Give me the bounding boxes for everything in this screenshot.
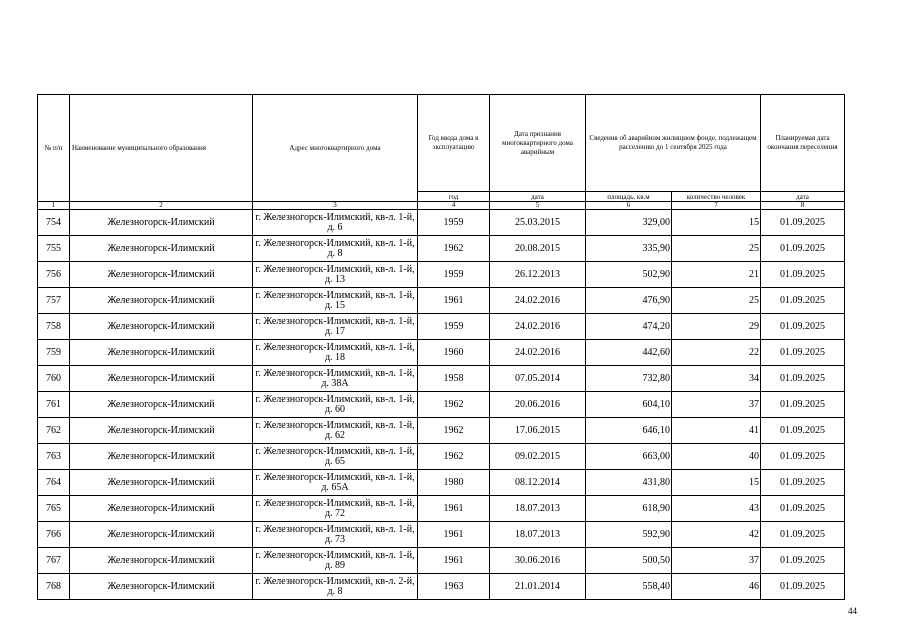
cell-num: 761 [38, 392, 70, 418]
cell-plan-date: 01.09.2025 [761, 522, 845, 548]
table-row [38, 522, 845, 548]
cell-address: г. Железногорск-Илимский, кв-л. 1-й, д. 18 [253, 340, 418, 366]
table-row [38, 210, 845, 236]
unit-plan-date: дата [761, 192, 845, 202]
cell-date: 26.12.2013 [490, 262, 586, 288]
col-number: 1 [38, 202, 70, 210]
cell-people: 40 [672, 444, 761, 470]
cell-municipality: Железногорск-Илимский [70, 470, 253, 496]
table-row [38, 444, 845, 470]
cell-year: 1962 [418, 392, 490, 418]
cell-date: 18.07.2013 [490, 522, 586, 548]
page-number: 44 [848, 606, 857, 616]
table-row [38, 548, 845, 574]
cell-address: г. Железногорск-Илимский, кв-л. 2-й, д. 8 [253, 574, 418, 600]
table-row [38, 574, 845, 600]
cell-year: 1962 [418, 236, 490, 262]
header-year-built: Год ввода дома в эксплуатацию [418, 95, 490, 192]
cell-people: 43 [672, 496, 761, 522]
cell-area: 335,90 [586, 236, 672, 262]
cell-num: 765 [38, 496, 70, 522]
table-row [38, 340, 845, 366]
cell-plan-date: 01.09.2025 [761, 288, 845, 314]
cell-area: 604,10 [586, 392, 672, 418]
cell-area: 476,90 [586, 288, 672, 314]
cell-plan-date: 01.09.2025 [761, 236, 845, 262]
cell-area: 618,90 [586, 496, 672, 522]
col-number: 8 [761, 202, 845, 210]
cell-num: 755 [38, 236, 70, 262]
cell-area: 500,50 [586, 548, 672, 574]
cell-date: 30.06.2016 [490, 548, 586, 574]
cell-people: 37 [672, 548, 761, 574]
cell-date: 20.08.2015 [490, 236, 586, 262]
cell-municipality: Железногорск-Илимский [70, 288, 253, 314]
cell-num: 758 [38, 314, 70, 340]
unit-area: площадь, кв.м [586, 192, 672, 202]
cell-people: 34 [672, 366, 761, 392]
cell-address: г. Железногорск-Илимский, кв-л. 1-й, д. 60 [253, 392, 418, 418]
column-number-row [38, 202, 845, 210]
cell-area: 592,90 [586, 522, 672, 548]
cell-plan-date: 01.09.2025 [761, 574, 845, 600]
cell-people: 21 [672, 262, 761, 288]
cell-num: 764 [38, 470, 70, 496]
cell-people: 15 [672, 470, 761, 496]
cell-num: 759 [38, 340, 70, 366]
cell-area: 646,10 [586, 418, 672, 444]
cell-year: 1980 [418, 470, 490, 496]
cell-plan-date: 01.09.2025 [761, 210, 845, 236]
cell-address: г. Железногорск-Илимский, кв-л. 1-й, д. 72 [253, 496, 418, 522]
cell-plan-date: 01.09.2025 [761, 548, 845, 574]
col-number: 4 [418, 202, 490, 210]
cell-date: 21.01.2014 [490, 574, 586, 600]
cell-people: 29 [672, 314, 761, 340]
cell-num: 768 [38, 574, 70, 600]
cell-area: 663,00 [586, 444, 672, 470]
cell-address: г. Железногорск-Илимский, кв-л. 1-й, д. 17 [253, 314, 418, 340]
col-number: 3 [253, 202, 418, 210]
cell-year: 1963 [418, 574, 490, 600]
header-planned-end: Планируемая дата окончания переселения [761, 95, 845, 192]
col-number: 6 [586, 202, 672, 210]
relocation-table [37, 94, 845, 600]
cell-address: г. Железногорск-Илимский, кв-л. 1-й, д. 65 [253, 444, 418, 470]
cell-plan-date: 01.09.2025 [761, 444, 845, 470]
cell-municipality: Железногорск-Илимский [70, 340, 253, 366]
cell-municipality: Железногорск-Илимский [70, 496, 253, 522]
cell-year: 1959 [418, 314, 490, 340]
cell-year: 1958 [418, 366, 490, 392]
cell-people: 22 [672, 340, 761, 366]
cell-area: 431,80 [586, 470, 672, 496]
cell-municipality: Железногорск-Илимский [70, 574, 253, 600]
cell-year: 1962 [418, 444, 490, 470]
cell-date: 08.12.2014 [490, 470, 586, 496]
table-row [38, 288, 845, 314]
cell-year: 1961 [418, 496, 490, 522]
table-row [38, 496, 845, 522]
table-row [38, 314, 845, 340]
col-number: 5 [490, 202, 586, 210]
cell-num: 756 [38, 262, 70, 288]
cell-plan-date: 01.09.2025 [761, 314, 845, 340]
cell-address: г. Железногорск-Илимский, кв-л. 1-й, д. 65А [253, 470, 418, 496]
cell-municipality: Железногорск-Илимский [70, 366, 253, 392]
cell-plan-date: 01.09.2025 [761, 392, 845, 418]
cell-people: 41 [672, 418, 761, 444]
cell-municipality: Железногорск-Илимский [70, 314, 253, 340]
table-row [38, 262, 845, 288]
cell-date: 07.05.2014 [490, 366, 586, 392]
cell-date: 25.03.2015 [490, 210, 586, 236]
cell-plan-date: 01.09.2025 [761, 470, 845, 496]
cell-year: 1961 [418, 522, 490, 548]
cell-area: 442,60 [586, 340, 672, 366]
cell-address: г. Железногорск-Илимский, кв-л. 1-й, д. 73 [253, 522, 418, 548]
cell-address: г. Железногорск-Илимский, кв-л. 1-й, д. 89 [253, 548, 418, 574]
cell-year: 1961 [418, 548, 490, 574]
cell-municipality: Железногорск-Илимский [70, 548, 253, 574]
cell-num: 767 [38, 548, 70, 574]
header-date-recognized: Дата признания многоквартирного дома аварийным [490, 95, 586, 192]
table-row [38, 470, 845, 496]
cell-year: 1961 [418, 288, 490, 314]
header-num: № п/п [38, 95, 70, 202]
unit-people: количество человек [672, 192, 761, 202]
cell-date: 20.06.2016 [490, 392, 586, 418]
cell-people: 15 [672, 210, 761, 236]
cell-address: г. Железногорск-Илимский, кв-л. 1-й, д. 6 [253, 210, 418, 236]
cell-num: 754 [38, 210, 70, 236]
cell-municipality: Железногорск-Илимский [70, 210, 253, 236]
cell-municipality: Железногорск-Илимский [70, 392, 253, 418]
header-address: Адрес многоквартирного дома [253, 95, 418, 202]
cell-year: 1960 [418, 340, 490, 366]
cell-num: 757 [38, 288, 70, 314]
cell-date: 09.02.2015 [490, 444, 586, 470]
cell-plan-date: 01.09.2025 [761, 366, 845, 392]
cell-municipality: Железногорск-Илимский [70, 262, 253, 288]
cell-year: 1962 [418, 418, 490, 444]
col-number: 2 [70, 202, 253, 210]
cell-people: 46 [672, 574, 761, 600]
cell-people: 42 [672, 522, 761, 548]
cell-area: 558,40 [586, 574, 672, 600]
cell-municipality: Железногорск-Илимский [70, 236, 253, 262]
cell-date: 24.02.2016 [490, 314, 586, 340]
cell-municipality: Железногорск-Илимский [70, 522, 253, 548]
cell-year: 1959 [418, 262, 490, 288]
header-municipality: Наименование муниципального образования [70, 95, 253, 202]
cell-area: 329,00 [586, 210, 672, 236]
table-row [38, 418, 845, 444]
cell-people: 25 [672, 288, 761, 314]
header-row [38, 95, 845, 192]
cell-people: 37 [672, 392, 761, 418]
cell-year: 1959 [418, 210, 490, 236]
cell-plan-date: 01.09.2025 [761, 340, 845, 366]
cell-plan-date: 01.09.2025 [761, 496, 845, 522]
cell-people: 25 [672, 236, 761, 262]
header-relocation-info: Сведения об аварийном жилищном фонде, подлежащем расселению до 1 сентября 2025 года [586, 95, 761, 192]
cell-date: 17.06.2015 [490, 418, 586, 444]
table-row [38, 392, 845, 418]
cell-area: 474,20 [586, 314, 672, 340]
table-row [38, 236, 845, 262]
unit-year: год [418, 192, 490, 202]
cell-address: г. Железногорск-Илимский, кв-л. 1-й, д. 13 [253, 262, 418, 288]
cell-date: 24.02.2016 [490, 340, 586, 366]
unit-date: дата [490, 192, 586, 202]
table-row [38, 366, 845, 392]
cell-municipality: Железногорск-Илимский [70, 418, 253, 444]
cell-area: 502,90 [586, 262, 672, 288]
cell-num: 760 [38, 366, 70, 392]
cell-address: г. Железногорск-Илимский, кв-л. 1-й, д. 38А [253, 366, 418, 392]
cell-address: г. Железногорск-Илимский, кв-л. 1-й, д. 8 [253, 236, 418, 262]
cell-num: 762 [38, 418, 70, 444]
cell-date: 18.07.2013 [490, 496, 586, 522]
cell-date: 24.02.2016 [490, 288, 586, 314]
cell-address: г. Железногорск-Илимский, кв-л. 1-й, д. 15 [253, 288, 418, 314]
cell-address: г. Железногорск-Илимский, кв-л. 1-й, д. 62 [253, 418, 418, 444]
cell-num: 763 [38, 444, 70, 470]
cell-plan-date: 01.09.2025 [761, 418, 845, 444]
col-number: 7 [672, 202, 761, 210]
cell-plan-date: 01.09.2025 [761, 262, 845, 288]
cell-area: 732,80 [586, 366, 672, 392]
cell-num: 766 [38, 522, 70, 548]
cell-municipality: Железногорск-Илимский [70, 444, 253, 470]
